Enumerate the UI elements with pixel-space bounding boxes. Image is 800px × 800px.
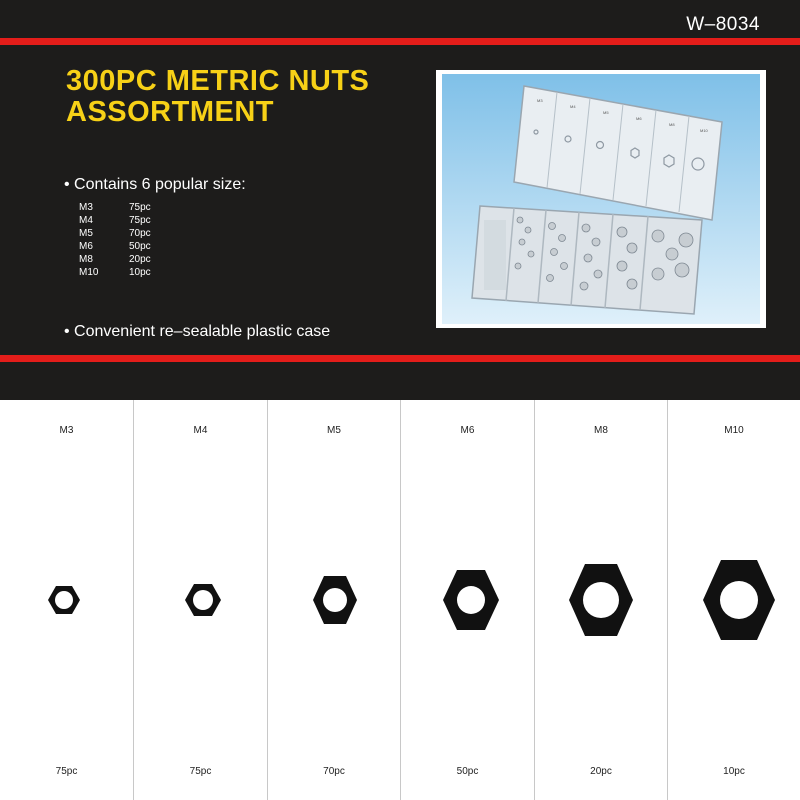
size-label: M3: [79, 202, 93, 213]
size-card-m3: [0, 400, 133, 800]
size-row: [79, 240, 151, 253]
hex-nut-icon: [0, 400, 133, 800]
size-label: M8: [79, 254, 93, 265]
size-label: M6: [79, 241, 93, 252]
lid-label: M4: [570, 104, 576, 109]
title-line-2: ASSORTMENT: [66, 96, 274, 128]
size-qty: 10pc: [129, 267, 151, 278]
size-qty: 20pc: [129, 254, 151, 265]
red-stripe-top: [0, 38, 800, 45]
card-size-label: M3: [59, 425, 74, 436]
bullet-case: • Convenient re–sealable plastic case: [64, 323, 331, 340]
card-quantity: 70pc: [323, 766, 345, 777]
lid-label: M5: [603, 110, 609, 115]
card-size-label: M8: [594, 425, 608, 436]
size-label: M10: [79, 267, 99, 278]
size-qty: 75pc: [129, 202, 151, 213]
tray-front-compartment: [484, 220, 506, 290]
size-card-m5: [267, 400, 400, 800]
size-qty: 75pc: [129, 215, 151, 226]
card-quantity: 50pc: [456, 766, 479, 777]
size-row: [79, 253, 151, 266]
size-label: M5: [79, 228, 93, 239]
model-number: W–8034: [686, 14, 760, 35]
size-row: [79, 266, 151, 279]
size-qty: 50pc: [129, 241, 151, 252]
product-photo-image: [436, 70, 766, 328]
product-photo: [436, 70, 766, 328]
card-size-label: M5: [327, 425, 341, 436]
card-quantity: 75pc: [55, 766, 78, 777]
hex-nut-icon: [134, 400, 268, 800]
size-card-m4: [133, 400, 267, 800]
title-line-1: 300PC METRIC NUTS: [66, 65, 370, 97]
size-card-m6: [400, 400, 534, 800]
lid-label: M6: [636, 116, 642, 121]
product-title: [66, 66, 369, 128]
card-size-label: M4: [193, 425, 208, 436]
card-size-label: M10: [724, 425, 744, 436]
hex-nut-icon: [401, 400, 535, 800]
size-card-m8: [534, 400, 667, 800]
size-qty: 70pc: [129, 228, 151, 239]
hex-nut-icon: [268, 400, 401, 800]
size-label: M4: [79, 215, 93, 226]
lid-label: M8: [669, 122, 675, 127]
hex-nut-icon: [535, 400, 668, 800]
size-row: [79, 201, 151, 214]
card-quantity: 10pc: [723, 766, 745, 777]
card-quantity: 75pc: [189, 766, 212, 777]
card-quantity: 20pc: [590, 766, 612, 777]
size-row: [79, 227, 151, 240]
card-size-label: M6: [460, 425, 475, 436]
bullet-sizes: • Contains 6 popular size:: [64, 176, 246, 193]
size-card-m10: [667, 400, 800, 800]
size-row: [79, 214, 151, 227]
lid-label: M10: [700, 128, 708, 133]
size-table: [79, 201, 151, 279]
red-stripe-bottom: [0, 355, 800, 362]
lid-label: M3: [537, 98, 543, 103]
nut-size-cards: [0, 400, 800, 800]
hex-nut-icon: [668, 400, 800, 800]
